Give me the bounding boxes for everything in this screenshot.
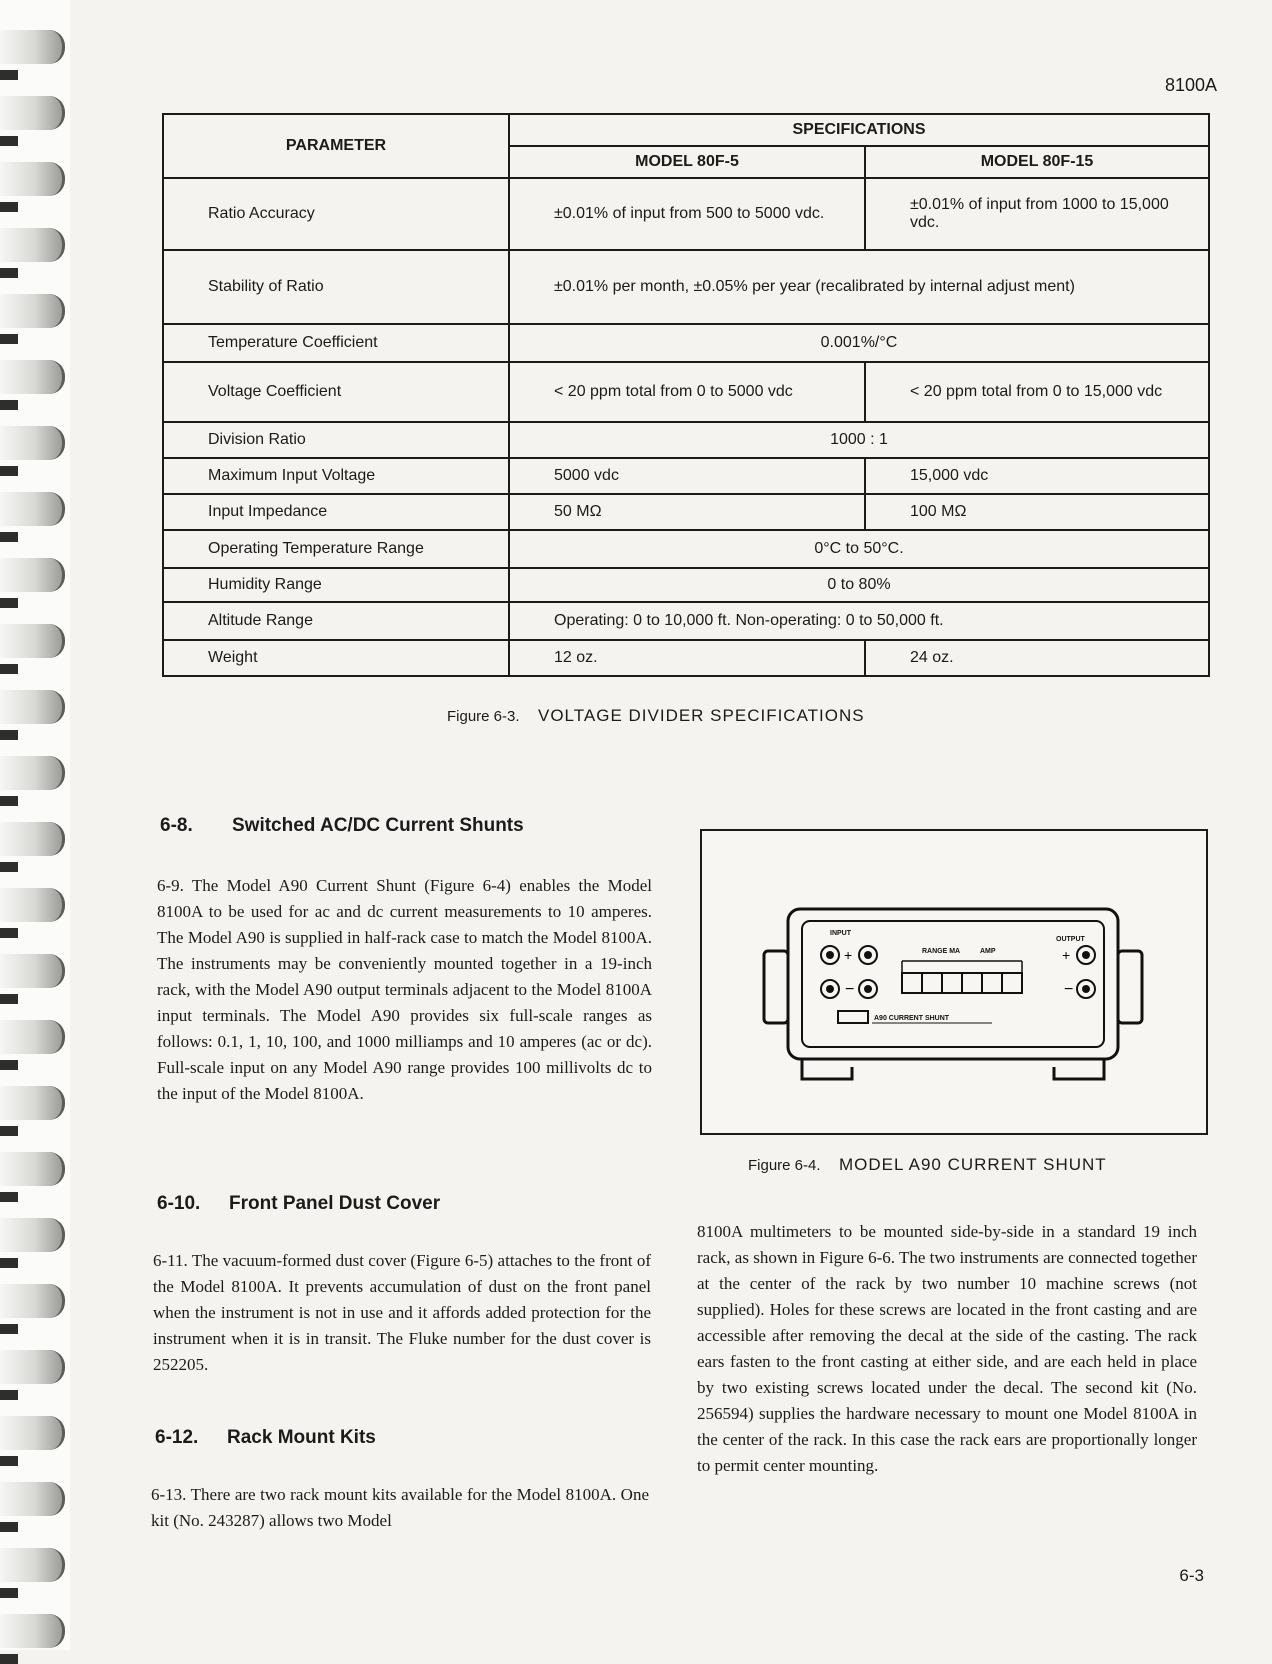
section-6-12-number: 6-12. [155, 1427, 199, 1448]
svg-text:+: + [1062, 947, 1071, 963]
parameter-column-header: PARAMETER [163, 114, 509, 178]
model-a-header: MODEL 80F-5 [509, 146, 865, 178]
a90-current-shunt-illustration [702, 831, 1206, 1133]
range-button [982, 973, 1002, 993]
footer-page-number: 6-3 [1179, 1566, 1204, 1585]
section-6-10-title: Front Panel Dust Cover [229, 1193, 441, 1214]
binding-ring [0, 294, 65, 328]
binding-hole [0, 1126, 18, 1136]
binding-hole [0, 598, 18, 608]
model-b-value-cell: 15,000 vdc [865, 458, 1209, 494]
table-row [163, 568, 1209, 602]
panel-input-label: INPUT [830, 930, 851, 937]
table-row [163, 530, 1209, 568]
parameter-cell: Voltage Coefficient [163, 362, 509, 422]
binding-ring [0, 30, 65, 64]
binding-ring [0, 162, 65, 196]
parameter-cell: Temperature Coefficient [163, 324, 509, 362]
binding-ring [0, 822, 65, 856]
parameter-cell: Ratio Accuracy [163, 178, 509, 250]
spec-value-cell: ±0.01% per month, ±0.05% per year (recalibrated by internal adjust ment) [509, 250, 1209, 324]
paragraph-6-9: 6-9. The Model A90 Current Shunt (Figure 6-4) enables the Model 8100A to be used for ac and dc current measurements to 10 amperes. The Model A90 is supplied in half-rack case to match the Model 8100A. The instruments may be conveniently mounted together in a 19-inch rack, with the Model A90 output terminals adjacent to the Model 8100A input terminals. The Model A90 provides six full-scale ranges as follows: 0.1, 1, 10, 100, and 1000 milliamps and 10 amperes (ac or dc). Full-scale input on any Model A90 range provides 100 millivolts dc to the input of the Model 8100A. [157, 876, 652, 1103]
panel-output-label: OUTPUT [1056, 936, 1085, 943]
table-row [163, 494, 1209, 530]
binding-ring [0, 1416, 65, 1450]
table-row [163, 602, 1209, 640]
binding-hole [0, 730, 18, 740]
range-button [962, 973, 982, 993]
figure-6-4-caption [748, 1155, 1107, 1175]
panel-range-label: RANGE MA [922, 948, 961, 955]
parameter-cell: Input Impedance [163, 494, 509, 530]
figure-6-4-box [700, 829, 1208, 1135]
binding-ring [0, 756, 65, 790]
parameter-cell: Maximum Input Voltage [163, 458, 509, 494]
specifications-table [162, 113, 1210, 677]
binding-ring [0, 1548, 65, 1582]
binding-hole [0, 796, 18, 806]
figure-6-3-title: VOLTAGE DIVIDER SPECIFICATIONS [538, 706, 865, 725]
parameter-cell: Operating Temperature Range [163, 530, 509, 568]
range-button-group [902, 973, 1022, 993]
parameter-cell: Weight [163, 640, 509, 676]
svg-text:+: + [844, 947, 853, 963]
model-a-value-cell: 12 oz. [509, 640, 865, 676]
parameter-cell: Stability of Ratio [163, 250, 509, 324]
binding-hole [0, 70, 18, 80]
table-row [163, 458, 1209, 494]
panel-name-label: A90 CURRENT SHUNT [874, 1015, 950, 1022]
paragraph-6-13: 6-13. There are two rack mount kits available for the Model 8100A. One kit (No. 243287) allows two Model [151, 1485, 649, 1530]
binding-ring [0, 96, 65, 130]
panel-amp-label: AMP [980, 948, 996, 955]
spiral-binding [0, 0, 70, 1650]
binding-hole [0, 268, 18, 278]
parameter-cell: Division Ratio [163, 422, 509, 458]
binding-hole [0, 1522, 18, 1532]
model-a-value-cell: ±0.01% of input from 500 to 5000 vdc. [509, 178, 865, 250]
figure-6-4-label: Figure 6-4. [748, 1157, 821, 1174]
binding-ring [0, 888, 65, 922]
table-row [163, 362, 1209, 422]
binding-ring [0, 228, 65, 262]
range-button [902, 973, 922, 993]
model-a-value-cell: 50 MΩ [509, 494, 865, 530]
binding-hole [0, 994, 18, 1004]
binding-ring [0, 492, 65, 526]
binding-hole [0, 1390, 18, 1400]
model-b-value-cell: 100 MΩ [865, 494, 1209, 530]
binding-hole [0, 1192, 18, 1202]
svg-text:−: − [845, 981, 855, 998]
table-row [163, 250, 1209, 324]
binding-ring [0, 1086, 65, 1120]
range-button [942, 973, 962, 993]
binding-ring [0, 690, 65, 724]
binding-hole [0, 862, 18, 872]
binding-hole [0, 928, 18, 938]
specifications-column-header: SPECIFICATIONS [509, 114, 1209, 146]
model-b-value-cell: 24 oz. [865, 640, 1209, 676]
binding-ring [0, 624, 65, 658]
svg-text:−: − [1064, 981, 1074, 998]
binding-ring [0, 954, 65, 988]
spec-value-cell: 0°C to 50°C. [509, 530, 1209, 568]
parameter-cell: Humidity Range [163, 568, 509, 602]
binding-hole [0, 664, 18, 674]
binding-hole [0, 1456, 18, 1466]
table-row [163, 178, 1209, 250]
section-6-8-number: 6-8. [160, 815, 193, 836]
spec-value-cell: 1000 : 1 [509, 422, 1209, 458]
binding-hole [0, 400, 18, 410]
paragraph-6-11: 6-11. The vacuum-formed dust cover (Figure 6-5) attaches to the front of the Model 8100A. It prevents accumulation of dust on the front panel when the instrument is not in use and it affords added protection for the instrument when it is in transit. The Fluke number for the dust cover is 252205. [153, 1251, 651, 1374]
binding-ring [0, 1350, 65, 1384]
binding-ring [0, 558, 65, 592]
binding-hole [0, 466, 18, 476]
binding-hole [0, 1258, 18, 1268]
binding-ring [0, 1152, 65, 1186]
figure-6-4-title: MODEL A90 CURRENT SHUNT [839, 1155, 1107, 1174]
section-6-8-title: Switched AC/DC Current Shunts [232, 815, 524, 836]
binding-hole [0, 202, 18, 212]
section-6-8-heading [160, 815, 524, 837]
binding-hole [0, 334, 18, 344]
binding-ring [0, 1020, 65, 1054]
range-button [1002, 973, 1022, 993]
binding-hole [0, 1588, 18, 1598]
section-6-12-title: Rack Mount Kits [227, 1427, 376, 1448]
table-row [163, 422, 1209, 458]
spec-value-cell: 0.001%/°C [509, 324, 1209, 362]
table-row [163, 640, 1209, 676]
model-a-value-cell: < 20 ppm total from 0 to 5000 vdc [509, 362, 865, 422]
model-b-value-cell: < 20 ppm total from 0 to 15,000 vdc [865, 362, 1209, 422]
section-6-10-heading [157, 1193, 440, 1215]
binding-ring [0, 426, 65, 460]
binding-hole [0, 136, 18, 146]
model-b-value-cell: ±0.01% of input from 1000 to 15,000 vdc. [865, 178, 1209, 250]
spec-value-cell: 0 to 80% [509, 568, 1209, 602]
table-header-row [163, 114, 1209, 146]
figure-6-3-label: Figure 6-3. [447, 708, 520, 725]
model-b-header: MODEL 80F-15 [865, 146, 1209, 178]
section-6-12-heading [155, 1427, 376, 1449]
binding-ring [0, 1218, 65, 1252]
binding-hole [0, 1324, 18, 1334]
range-button [922, 973, 942, 993]
binding-hole [0, 532, 18, 542]
model-a-value-cell: 5000 vdc [509, 458, 865, 494]
header-model-number: 8100A [1164, 75, 1217, 95]
spec-value-cell: Operating: 0 to 10,000 ft. Non-operating: 0 to 50,000 ft. [509, 602, 1209, 640]
parameter-cell: Altitude Range [163, 602, 509, 640]
binding-ring [0, 1482, 65, 1516]
binding-ring [0, 1284, 65, 1318]
paragraph-rack-mount-continued: 8100A multimeters to be mounted side-by-side in a standard 19 inch rack, as shown in Figure 6-6. The two instruments are connected together at the center of the rack by two number 10 machine screws (not supplied). Holes for these screws are located in the front casting and are accessible after removing the decal at the side of the casting. The rack ears fasten to the front casting at either side, and are each held in place by two existing screws located under the decal. The second kit (No. 256594) supplies the hardware necessary to mount one Model 8100A in the center of the rack. In this case the rack ears are proportionally longer to permit center mounting. [697, 1222, 1197, 1475]
figure-6-3-caption [447, 706, 865, 726]
table-row [163, 324, 1209, 362]
name-plate [838, 1011, 868, 1023]
binding-hole [0, 1654, 18, 1664]
binding-hole [0, 1060, 18, 1070]
binding-ring [0, 1614, 65, 1648]
section-6-10-number: 6-10. [157, 1193, 201, 1214]
binding-ring [0, 360, 65, 394]
